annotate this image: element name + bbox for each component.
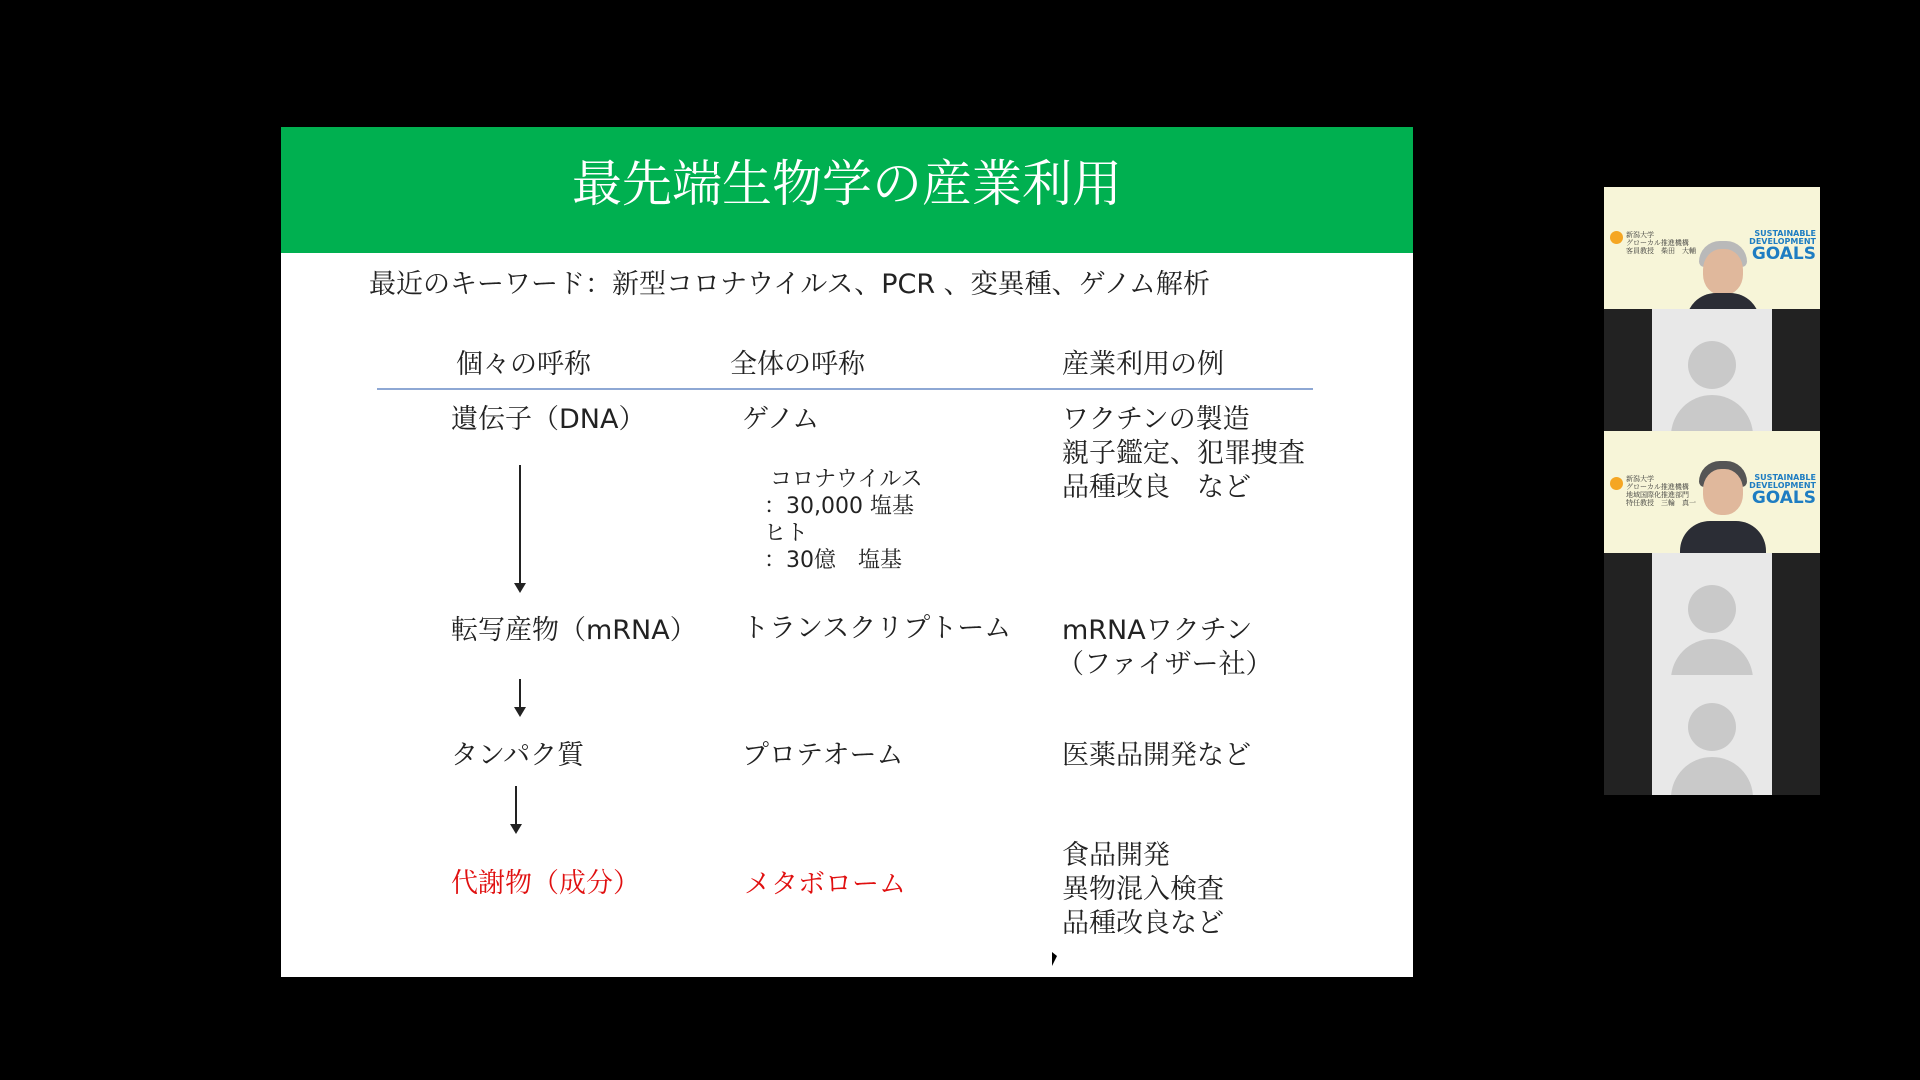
row-metabolite-individual: 代謝物（成分） xyxy=(451,868,640,899)
arrow-down-1 xyxy=(519,465,521,584)
org-logo-icon xyxy=(1610,477,1623,490)
genome-note-2: ：30,000 塩基 xyxy=(764,494,914,519)
row-dna-individual: 遺伝子（DNA） xyxy=(451,404,646,435)
participant-1-video xyxy=(1692,241,1754,309)
genome-note-3: ヒト xyxy=(764,521,809,546)
person-placeholder-icon xyxy=(1688,341,1736,389)
row-metabolite-example-3: 品種改良など xyxy=(1062,908,1224,939)
mouse-cursor-icon xyxy=(1052,952,1057,966)
participant-tile-4[interactable] xyxy=(1604,553,1820,675)
shared-slide xyxy=(281,127,1413,977)
row-mrna-example-2: （ファイザー社） xyxy=(1057,649,1273,680)
row-mrna-individual: 転写産物（mRNA） xyxy=(451,615,697,646)
column-header-overall: 全体の呼称 xyxy=(730,349,865,380)
row-protein-example-1: 医薬品開発など xyxy=(1062,740,1251,771)
avatar xyxy=(1652,553,1772,675)
sdg-logo: SUSTAINABLE DEVELOPMENT GOALS xyxy=(1749,229,1816,264)
participant-tile-1[interactable] xyxy=(1604,187,1820,309)
participant-3-caption: 新潟大学 グローカル推進機構 地域国際化推進部門 特任教授 三輪 真一 xyxy=(1626,475,1696,507)
genome-note-1: コロナウイルス xyxy=(770,467,923,492)
person-placeholder-icon xyxy=(1688,585,1736,633)
row-metabolite-example-2: 異物混入検査 xyxy=(1062,874,1224,905)
row-dna-overall: ゲノム xyxy=(742,404,820,435)
participant-3-video xyxy=(1688,461,1758,553)
avatar xyxy=(1652,675,1772,795)
row-dna-example-1: ワクチンの製造 xyxy=(1062,404,1250,435)
participant-1-caption: 新潟大学 グローカル推進機構 客員教授 柴田 大輔 xyxy=(1626,231,1696,255)
column-header-examples: 産業利用の例 xyxy=(1062,349,1224,380)
arrow-down-3 xyxy=(515,786,517,825)
participant-tile-5[interactable] xyxy=(1604,675,1820,795)
avatar xyxy=(1652,309,1772,431)
row-mrna-example-1: mRNAワクチン xyxy=(1062,615,1253,646)
slide-title: 最先端生物学の産業利用 xyxy=(572,155,1122,213)
genome-note-4: ：30億 塩基 xyxy=(764,548,902,573)
participant-tile-3[interactable] xyxy=(1604,431,1820,553)
arrow-down-2 xyxy=(519,679,521,708)
row-metabolite-example-1: 食品開発 xyxy=(1062,840,1170,871)
column-header-individual: 個々の呼称 xyxy=(456,349,591,380)
row-dna-example-3: 品種改良 など xyxy=(1062,472,1251,503)
row-metabolite-overall: メタボローム xyxy=(744,869,906,900)
row-mrna-overall: トランスクリプトーム xyxy=(742,613,1012,644)
person-placeholder-icon xyxy=(1688,703,1736,751)
row-protein-individual: タンパク質 xyxy=(451,740,585,771)
row-dna-example-2: 親子鑑定、犯罪捜査 xyxy=(1062,438,1305,469)
header-divider xyxy=(377,388,1313,390)
slide-title-bar xyxy=(281,127,1413,253)
row-protein-overall: プロテオーム xyxy=(742,740,904,771)
keywords-line: 最近のキーワード：新型コロナウイルス、PCR 、変異種、ゲノム解析 xyxy=(369,269,1210,300)
org-logo-icon xyxy=(1610,231,1623,244)
participant-tile-2[interactable] xyxy=(1604,309,1820,431)
sdg-logo: SUSTAINABLE DEVELOPMENT GOALS xyxy=(1749,473,1816,508)
